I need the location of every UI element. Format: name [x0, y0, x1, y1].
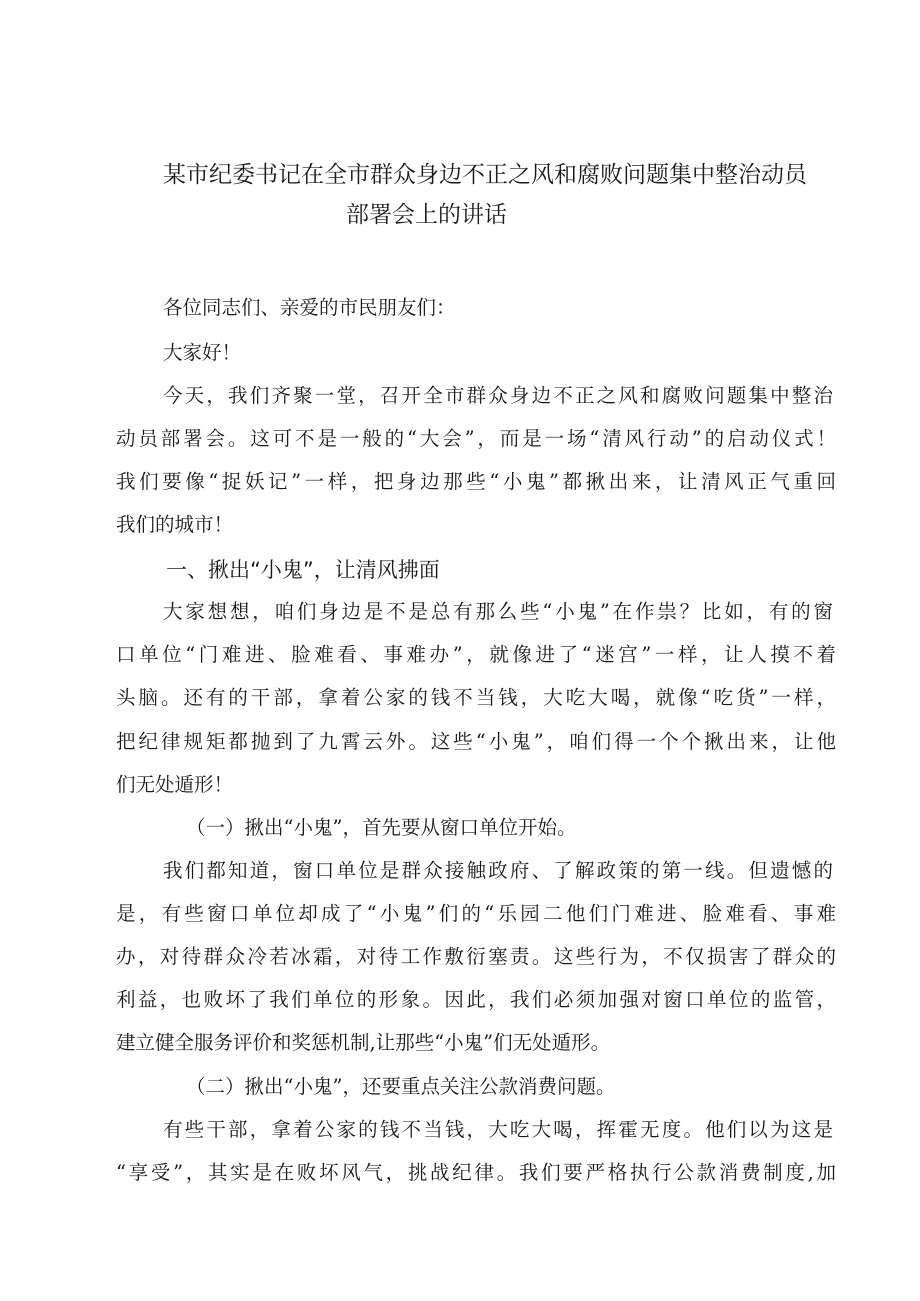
- greeting: 大家好！: [163, 341, 242, 364]
- subsection-heading-2: （二）揪出“小鬼”，还要重点关注公款消费问题。: [186, 1075, 616, 1098]
- document-title-line-2: 部署会上的讲话: [346, 202, 507, 228]
- subsection2-line: 有些干部，拿着公家的钱不当钱，大吃大喝，挥霍无度。他们以为这是: [163, 1118, 833, 1141]
- subsection1-line: 建立健全服务评价和奖惩机制,让那些“小鬼”们无处遁形。: [116, 1031, 611, 1054]
- subsection1-line: 办，对待群众冷若冰霜，对待工作敷衍塞责。这些行为，不仅损害了群众的: [116, 945, 836, 968]
- intro-line: 动员部署会。这可不是一般的“大会”，而是一场“清风行动”的启动仪式！: [116, 427, 836, 450]
- section1-line: 头脑。还有的干部，拿着公家的钱不当钱，大吃大喝，就像“吃货”一样，: [116, 686, 836, 709]
- subsection2-line: “享受”，其实是在败坏风气，挑战纪律。我们要严格执行公款消费制度,加: [116, 1161, 836, 1184]
- section1-line: 把纪律规矩都抛到了九霄云外。这些“小鬼”，咱们得一个个揪出来，让他: [116, 730, 836, 753]
- intro-line: 今天，我们齐聚一堂，召开全市群众身边不正之风和腐败问题集中整治: [163, 384, 833, 407]
- intro-line: 我们的城市！: [116, 513, 234, 536]
- salutation: 各位同志们、亲爱的市民朋友们：: [163, 296, 456, 319]
- section1-line: 们无处遁形！: [116, 773, 234, 796]
- subsection-heading-1: （一）揪出“小鬼”，首先要从窗口单位开始。: [186, 816, 577, 839]
- section1-line: 大家想想，咱们身边是不是总有那么些“小鬼”在作祟？比如，有的窗: [163, 600, 833, 623]
- section1-line: 口单位“门难进、脸难看、事难办”，就像进了“迷宫”一样，让人摸不着: [116, 643, 836, 666]
- document-title-line-1: 某市纪委书记在全市群众身边不正之风和腐败问题集中整治动员: [163, 162, 807, 188]
- section-heading-1: 一、揪出“小鬼”，让清风拂面: [166, 558, 440, 582]
- subsection1-line: 是，有些窗口单位却成了“小鬼”们的“乐园二他们门难进、脸难看、事难: [116, 902, 836, 925]
- subsection1-line: 利益，也败坏了我们单位的形象。因此，我们必须加强对窗口单位的监管，: [116, 988, 836, 1011]
- intro-line: 我们要像“捉妖记”一样，把身边那些“小鬼”都揪出来，让清风正气重回: [116, 470, 836, 493]
- subsection1-line: 我们都知道，窗口单位是群众接触政府、了解政策的第一线。但遗憾的: [163, 859, 833, 882]
